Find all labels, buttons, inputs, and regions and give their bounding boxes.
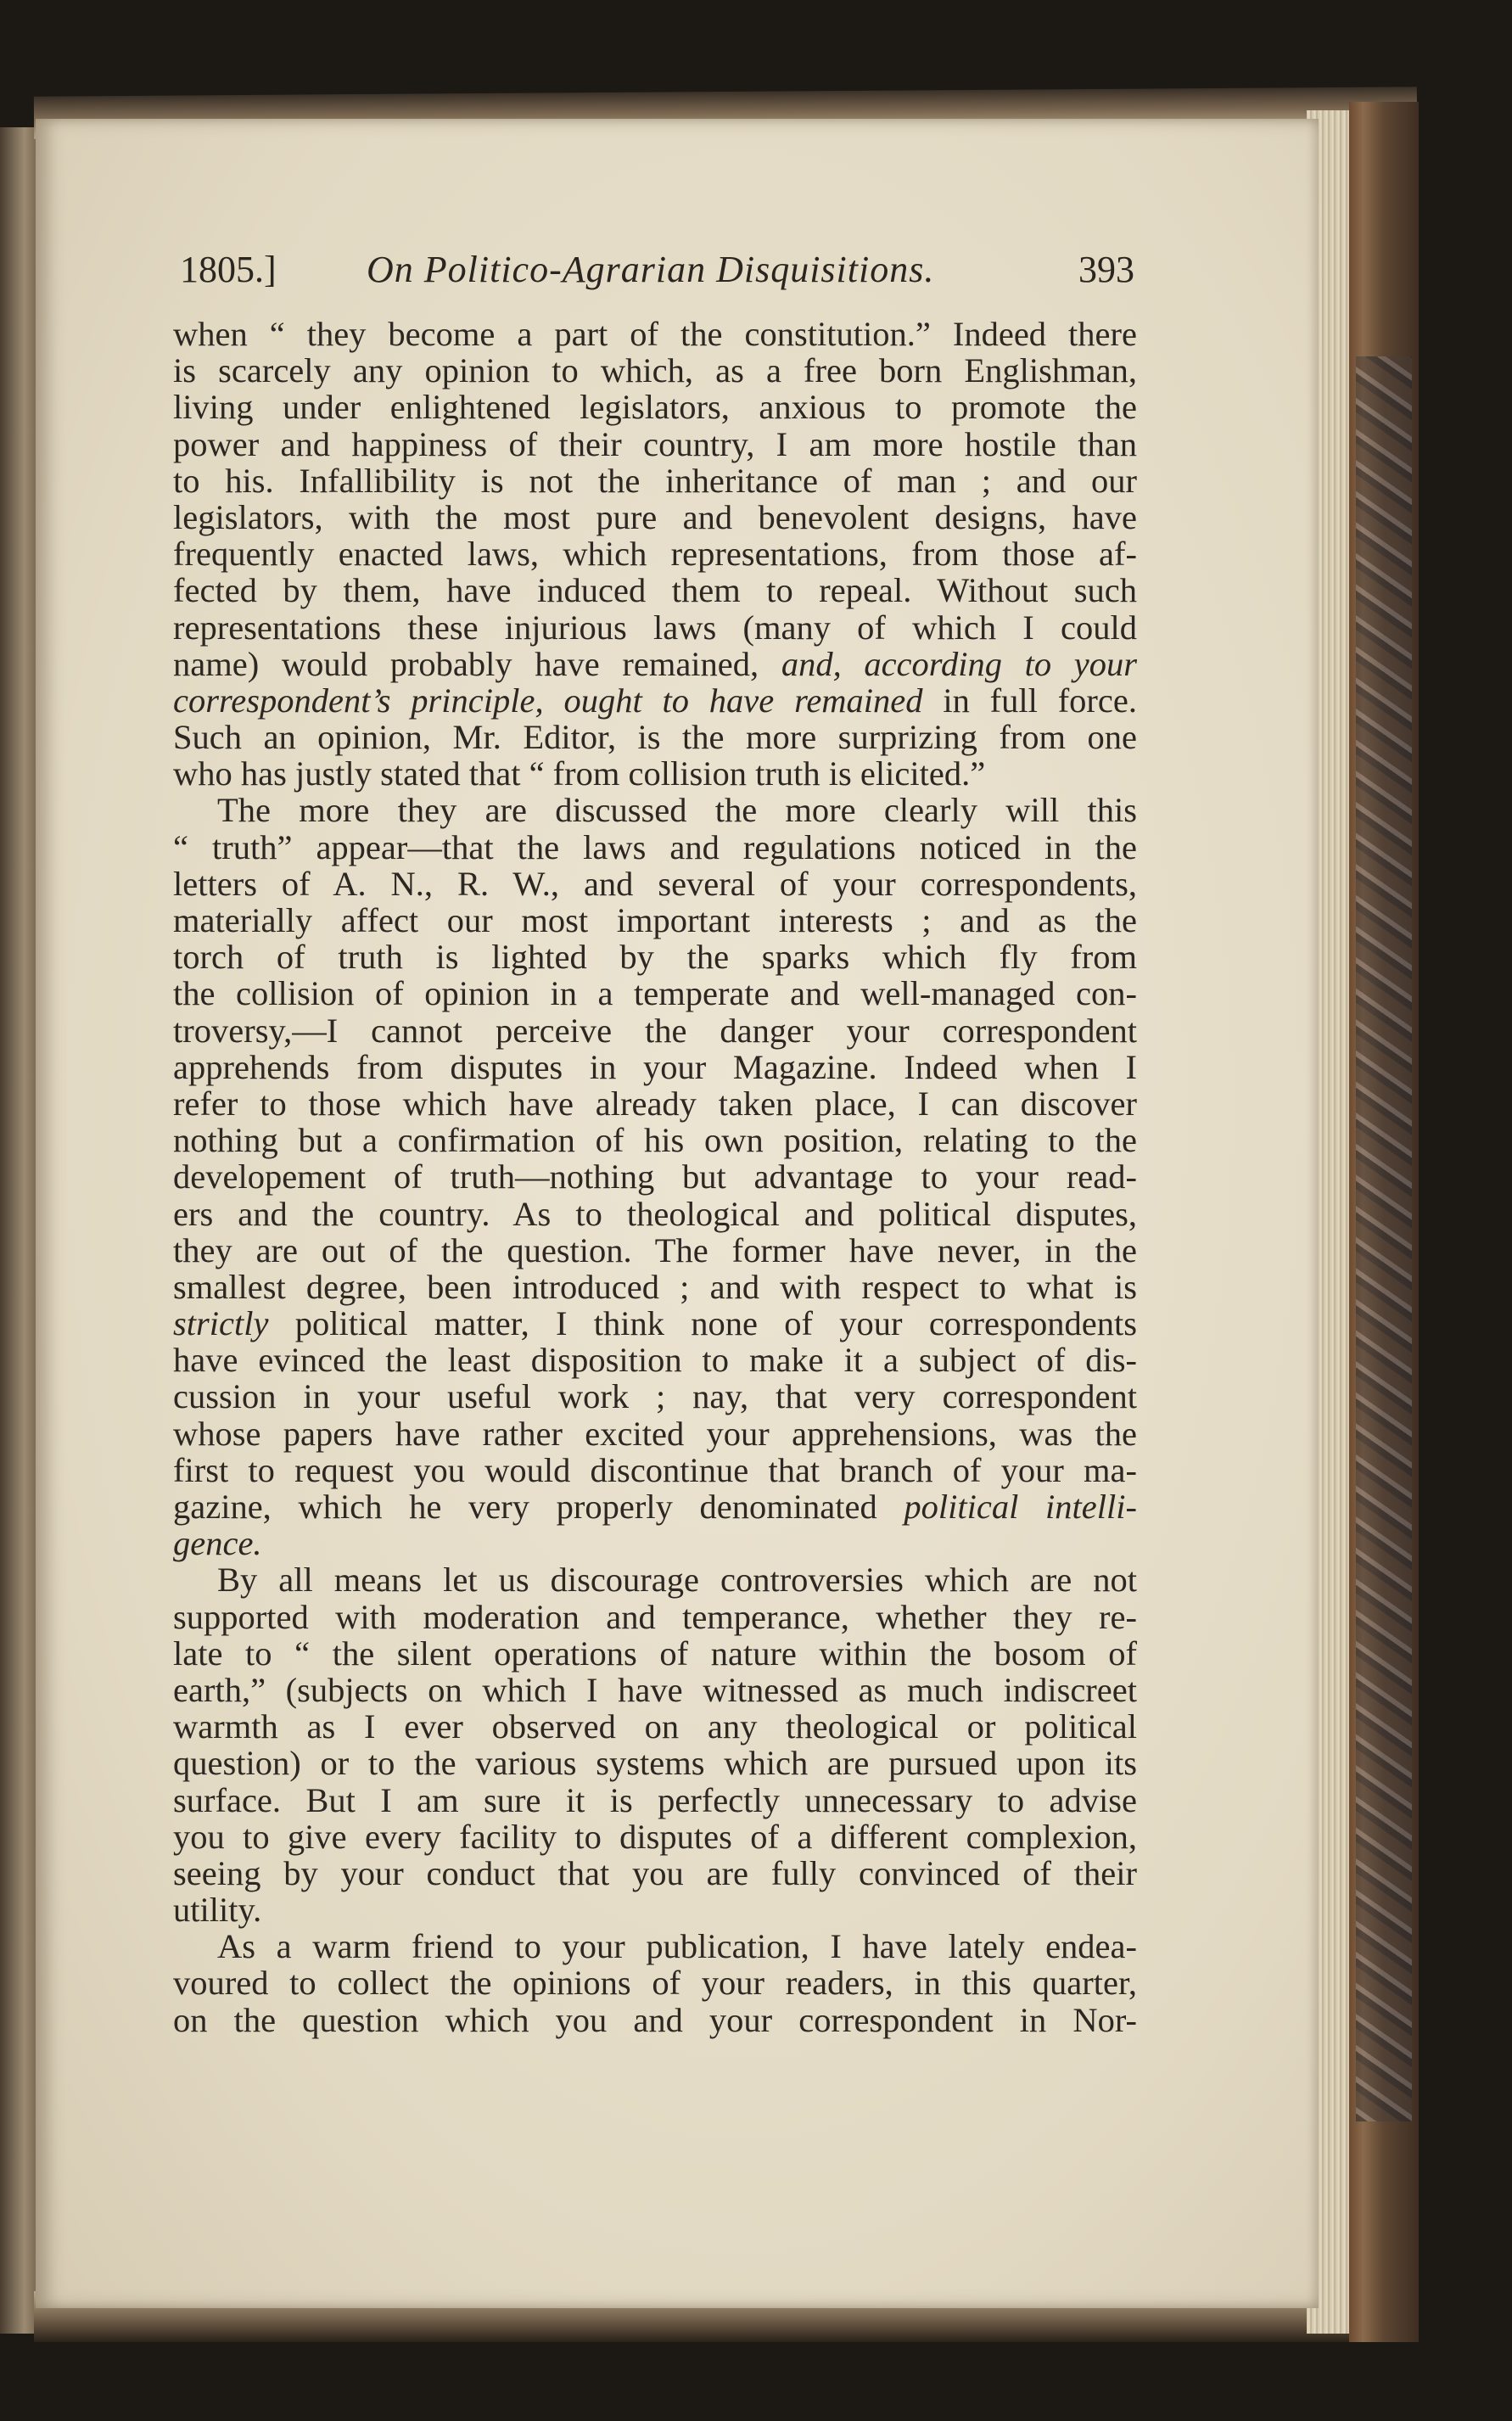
body-text	[173, 316, 1137, 2038]
text-segment: political matter, I think none of your correspondents	[294, 1304, 1137, 1343]
text-line: seeing by your conduct that you are fully convinced of their	[173, 1853, 1137, 1892]
running-head-year: 1805.]	[180, 249, 277, 290]
italic-segment: correspondent’s principle, ought to have remained	[173, 681, 923, 720]
text-line: representations these injurious laws (many of which I could	[173, 608, 1137, 647]
text-line: have evinced the least disposition to make it a subject of dis-	[173, 1341, 1137, 1380]
text-line	[173, 682, 1137, 719]
text-line: letters of A. N., R. W., and several of your correspondents,	[173, 864, 1137, 903]
text-line: legislators, with the most pure and benevolent designs, have	[173, 497, 1137, 536]
text-line: living under enlightened legislators, anxious to promote the	[173, 388, 1137, 427]
text-line: cussion in your useful work ; nay, that very correspondent	[173, 1377, 1137, 1416]
text-line: torch of truth is lighted by the sparks which fly from	[173, 938, 1137, 977]
text-line: gence.	[173, 1524, 262, 1563]
text-line: utility.	[173, 1891, 262, 1930]
text-line: fected by them, have induced them to repeal. Without such	[173, 571, 1137, 610]
text-line: to his. Infallibility is not the inheritance of man ; and our	[173, 461, 1137, 500]
page-number: 393	[1078, 249, 1134, 290]
marbled-cover	[1356, 356, 1412, 2121]
text-line: frequently enacted laws, which representations, from those af-	[173, 535, 1137, 574]
paragraph-start: By all means let us discourage controversies which are not	[217, 1561, 1137, 1600]
text-line: late to “ the silent operations of nature within the bosom of	[173, 1634, 1137, 1673]
text-line	[173, 1305, 1137, 1342]
text-line: who has justly stated that “ from collision truth is elicited.”	[173, 754, 986, 793]
text-line: first to request you would discontinue that branch of your ma-	[173, 1450, 1137, 1489]
italic-segment: strictly	[173, 1304, 269, 1343]
italic-segment: and, according to your	[781, 644, 1138, 683]
text-segment: gazine, which he very properly denominated	[173, 1488, 877, 1526]
text-line: troversy,—I cannot perceive the danger your correspondent	[173, 1011, 1137, 1050]
text-line: you to give every facility to disputes of a different complexion,	[173, 1817, 1137, 1856]
italic-segment: political intelli-	[904, 1488, 1138, 1526]
text-line: they are out of the question. The former have never, in the	[173, 1230, 1137, 1269]
text-line: smallest degree, been introduced ; and with respect to what is	[173, 1267, 1137, 1306]
text-line: when “ they become a part of the constitution.” Indeed there	[173, 315, 1137, 353]
text-line: earth,” (subjects on which I have witnessed as much indiscreet	[173, 1670, 1137, 1709]
text-line: warmth as I ever observed on any theological or political	[173, 1707, 1137, 1746]
text-line: power and happiness of their country, I am more hostile than	[173, 424, 1137, 463]
text-line	[173, 1488, 1137, 1525]
text-line: apprehends from disputes in your Magazine. Indeed when I	[173, 1047, 1137, 1086]
text-line: Such an opinion, Mr. Editor, is the more surprizing from one	[173, 718, 1137, 757]
running-head-title: On Politico-Agrarian Disquisitions.	[367, 249, 935, 290]
paragraph-start: The more they are discussed the more clearly will this	[217, 791, 1137, 830]
text-line	[173, 646, 1137, 682]
text-line: voured to collect the opinions of your readers, in this quarter,	[173, 1964, 1137, 2003]
text-line: on the question which you and your correspondent in Nor-	[173, 2000, 1137, 2039]
text-line: developement of truth—nothing but advantage to your read-	[173, 1157, 1137, 1196]
text-line: whose papers have rather excited your apprehensions, was the	[173, 1414, 1137, 1453]
text-line: question) or to the various systems which are pursued upon its	[173, 1744, 1137, 1783]
running-head	[180, 248, 1134, 299]
paragraph-start: As a warm friend to your publication, I have lately endea-	[217, 1927, 1137, 1966]
text-line: materially affect our most important interests ; and as the	[173, 901, 1137, 939]
text-line: is scarcely any opinion to which, as a free born Englishman,	[173, 351, 1137, 390]
text-line: refer to those which have already taken place, I can discover	[173, 1084, 1137, 1123]
text-line: ers and the country. As to theological and political disputes,	[173, 1194, 1137, 1233]
text-line: the collision of opinion in a temperate and well-managed con-	[173, 974, 1137, 1013]
text-segment: name) would probably have remained,	[173, 644, 759, 683]
text-line: “ truth” appear—that the laws and regulations noticed in the	[173, 827, 1137, 866]
text-segment: in full force.	[943, 681, 1138, 720]
text-line: surface. But I am sure it is perfectly unnecessary to advise	[173, 1780, 1137, 1819]
facing-page-edge	[0, 127, 41, 2334]
text-line: supported with moderation and temperance, whether they re-	[173, 1597, 1137, 1636]
text-line: nothing but a confirmation of his own position, relating to the	[173, 1121, 1137, 1160]
